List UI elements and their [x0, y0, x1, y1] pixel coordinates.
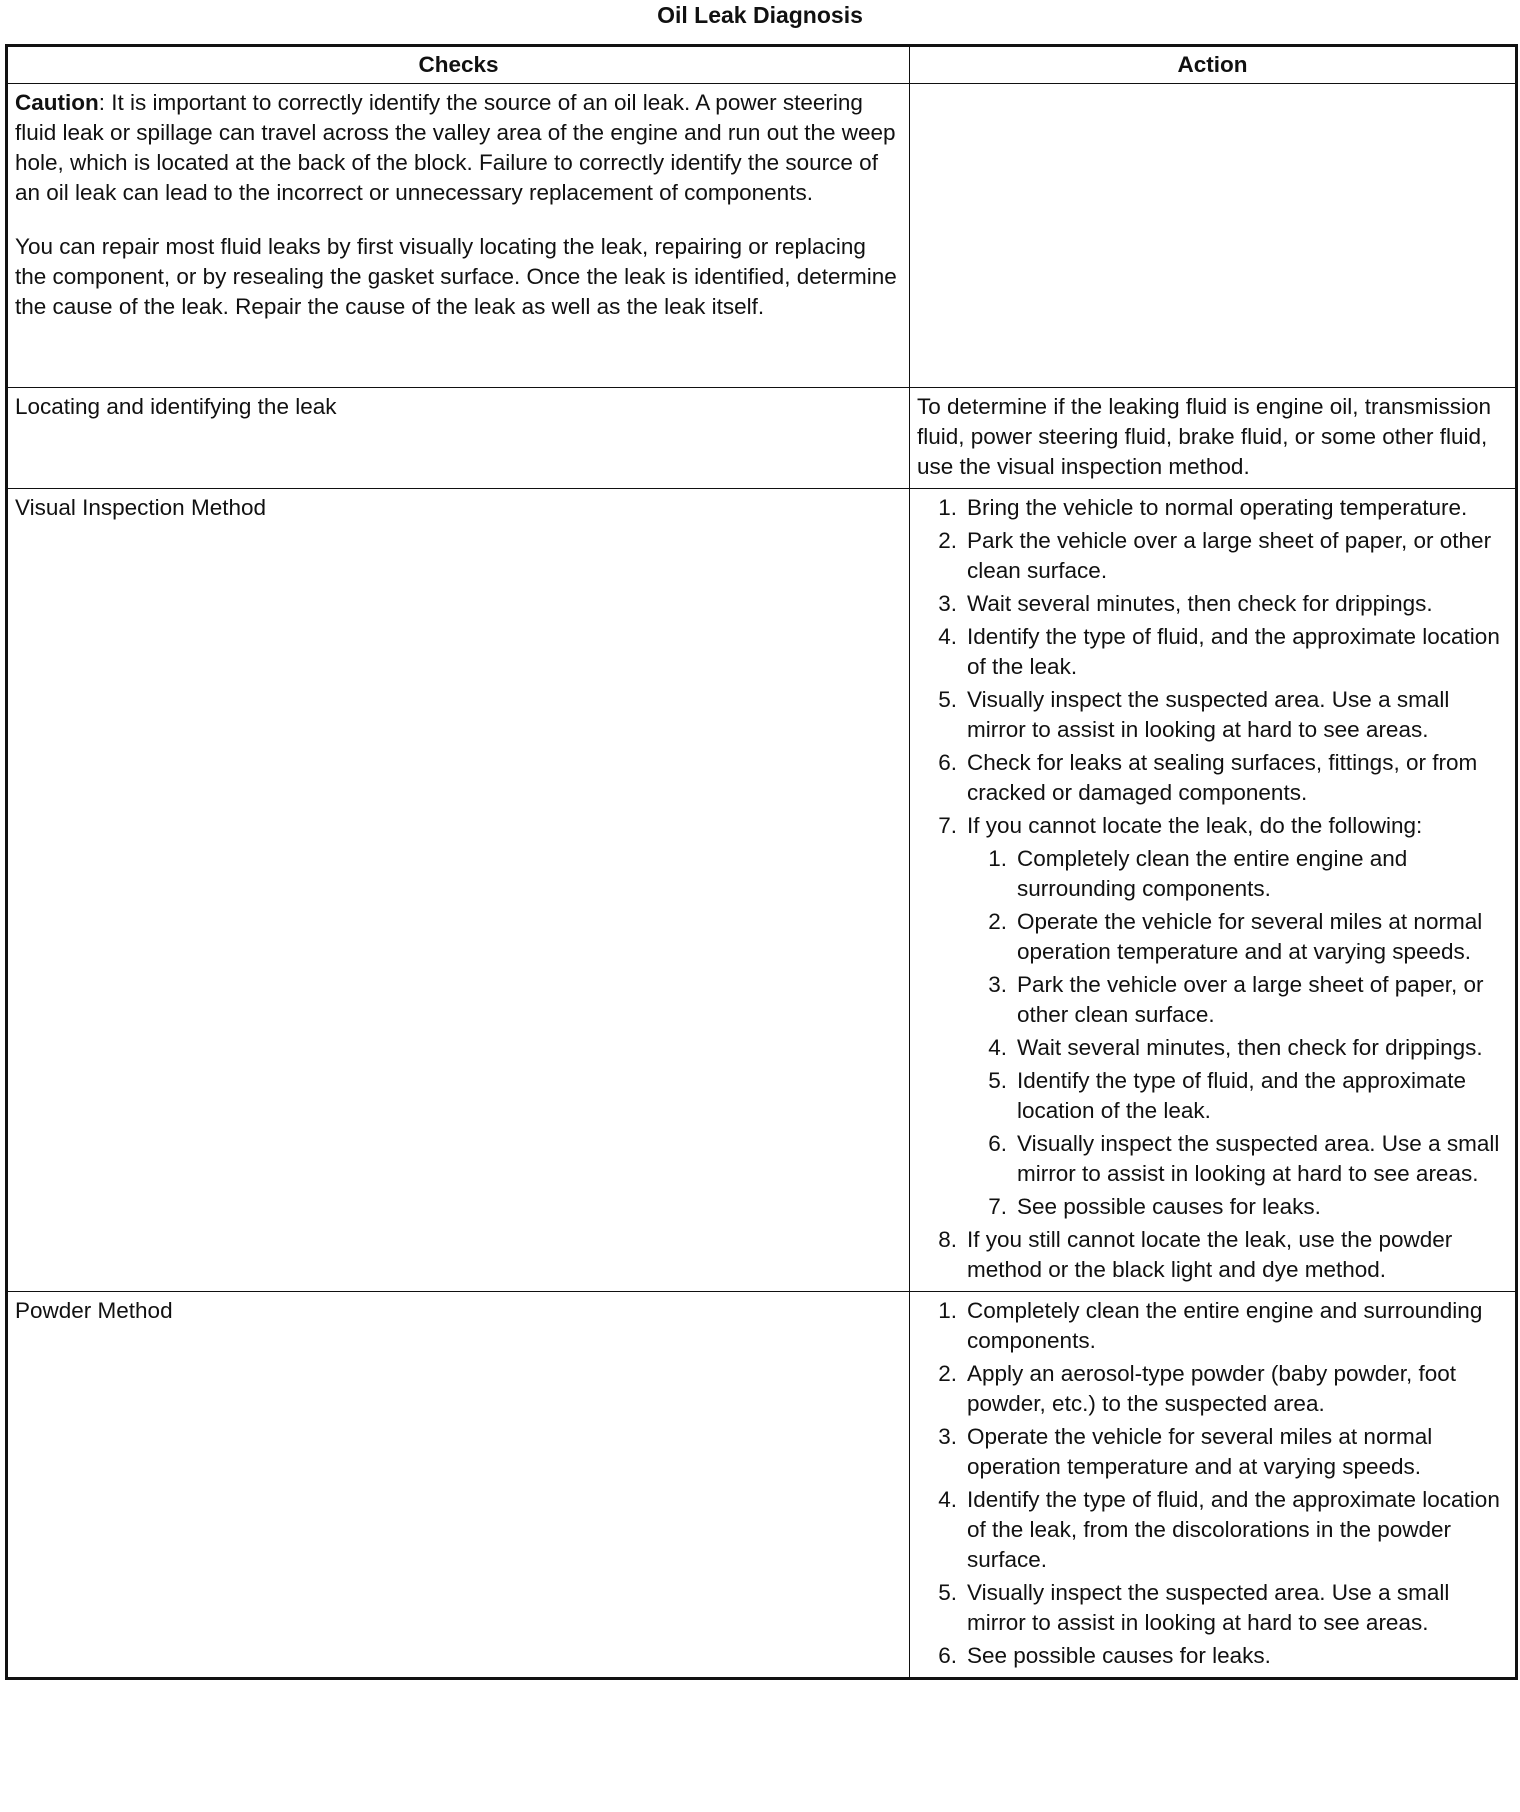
caution-action-cell	[910, 84, 1517, 388]
table-row	[7, 84, 1517, 388]
list-item: 5. Visually inspect the suspected area. Use a small mirror to assist in looking at hard to see areas.	[938, 687, 1450, 742]
list-item: 7. If you cannot locate the leak, do the following: 1. Completely clean the entire engine and surrounding components. 2. Operate the vehicle for several miles at normal operation temperature and at varying speeds. 3. Park the vehicle over a large sheet of paper, or other clean surface. 4. Wait several minutes, then check for drippings. 5. Identify the type of fluid, and the approximate location of the leak. 6. Visually inspect the suspected area. Use a small mirror to assist in looking at hard to see areas. 7. See possible causes for leaks.	[917, 811, 1508, 1222]
list-item: 4. Identify the type of fluid, and the approximate location of the leak.	[938, 624, 1500, 679]
repair-paragraph: You can repair most fluid leaks by first visually locating the leak, repairing or replacing the component, or by resealing the gasket surface. Once the leak is identified, determine the cause of the leak. Repair the cause of the leak as well as the leak itself.	[15, 234, 897, 319]
sub-list-item: 6. Visually inspect the suspected area. Use a small mirror to assist in looking at hard to see areas.	[988, 1131, 1500, 1186]
column-header-checks: Checks	[7, 46, 910, 84]
table-row	[7, 1292, 1517, 1679]
list-item: 2. Park the vehicle over a large sheet of paper, or other clean surface.	[938, 528, 1492, 583]
check-cell: Powder Method	[7, 1292, 910, 1679]
caution-cell	[7, 84, 910, 388]
list-item: 8. If you still cannot locate the leak, use the powder method or the black light and dye method.	[938, 1227, 1453, 1282]
list-item: 1. Bring the vehicle to normal operating temperature.	[938, 495, 1468, 520]
table-header-row	[7, 46, 1517, 84]
powder-method-steps	[917, 1296, 1508, 1671]
sub-list-item: 5. Identify the type of fluid, and the approximate location of the leak.	[988, 1068, 1467, 1123]
list-item: 2. Apply an aerosol-type powder (baby powder, foot powder, etc.) to the suspected area.	[938, 1361, 1457, 1416]
action-cell	[910, 1292, 1517, 1679]
sub-list-item: 4. Wait several minutes, then check for drippings.	[988, 1035, 1483, 1060]
list-item: 3. Wait several minutes, then check for drippings.	[938, 591, 1433, 616]
visual-inspection-substeps	[967, 844, 1508, 1222]
caution-paragraph	[15, 88, 902, 208]
sub-list-item: 3. Park the vehicle over a large sheet of paper, or other clean surface.	[988, 972, 1484, 1027]
list-item: 3. Operate the vehicle for several miles at normal operation temperature and at varying speeds.	[938, 1424, 1433, 1479]
sub-list-item: 2. Operate the vehicle for several miles at normal operation temperature and at varying speeds.	[988, 909, 1483, 964]
list-item: 1. Completely clean the entire engine and surrounding components.	[938, 1298, 1483, 1353]
list-item: 6. See possible causes for leaks.	[938, 1643, 1271, 1668]
caution-label: Caution	[15, 90, 99, 115]
visual-inspection-steps	[917, 493, 1508, 1285]
page-title: Oil Leak Diagnosis	[657, 2, 863, 28]
check-cell: Locating and identifying the leak	[7, 388, 910, 489]
column-header-action: Action	[910, 46, 1517, 84]
caution-text: It is important to correctly identify the source of an oil leak. A power steering fluid leak or spillage can travel across the valley area of the engine and run out the weep hole, which is located at the back of the block. Failure to correctly identify the source of an oil leak can lead to the incorrect or unnecessary replacement of components.	[15, 90, 896, 205]
action-cell: To determine if the leaking fluid is engine oil, transmission fluid, power steering fluid, brake fluid, or some other fluid, use the visual inspection method.	[910, 388, 1517, 489]
action-cell	[910, 489, 1517, 1292]
list-item: 5. Visually inspect the suspected area. Use a small mirror to assist in looking at hard to see areas.	[938, 1580, 1450, 1635]
sub-list-item: 1. Completely clean the entire engine and surrounding components.	[988, 846, 1408, 901]
list-item: 4. Identify the type of fluid, and the approximate location of the leak, from the discolorations in the powder surface.	[938, 1487, 1500, 1572]
sub-list-item: 7. See possible causes for leaks.	[988, 1194, 1321, 1219]
diagnosis-table	[5, 44, 1518, 1680]
list-item: 6. Check for leaks at sealing surfaces, fittings, or from cracked or damaged components.	[938, 750, 1478, 805]
check-cell: Visual Inspection Method	[7, 489, 910, 1292]
table-row	[7, 489, 1517, 1292]
table-row	[7, 388, 1517, 489]
caution-colon: :	[98, 90, 106, 115]
